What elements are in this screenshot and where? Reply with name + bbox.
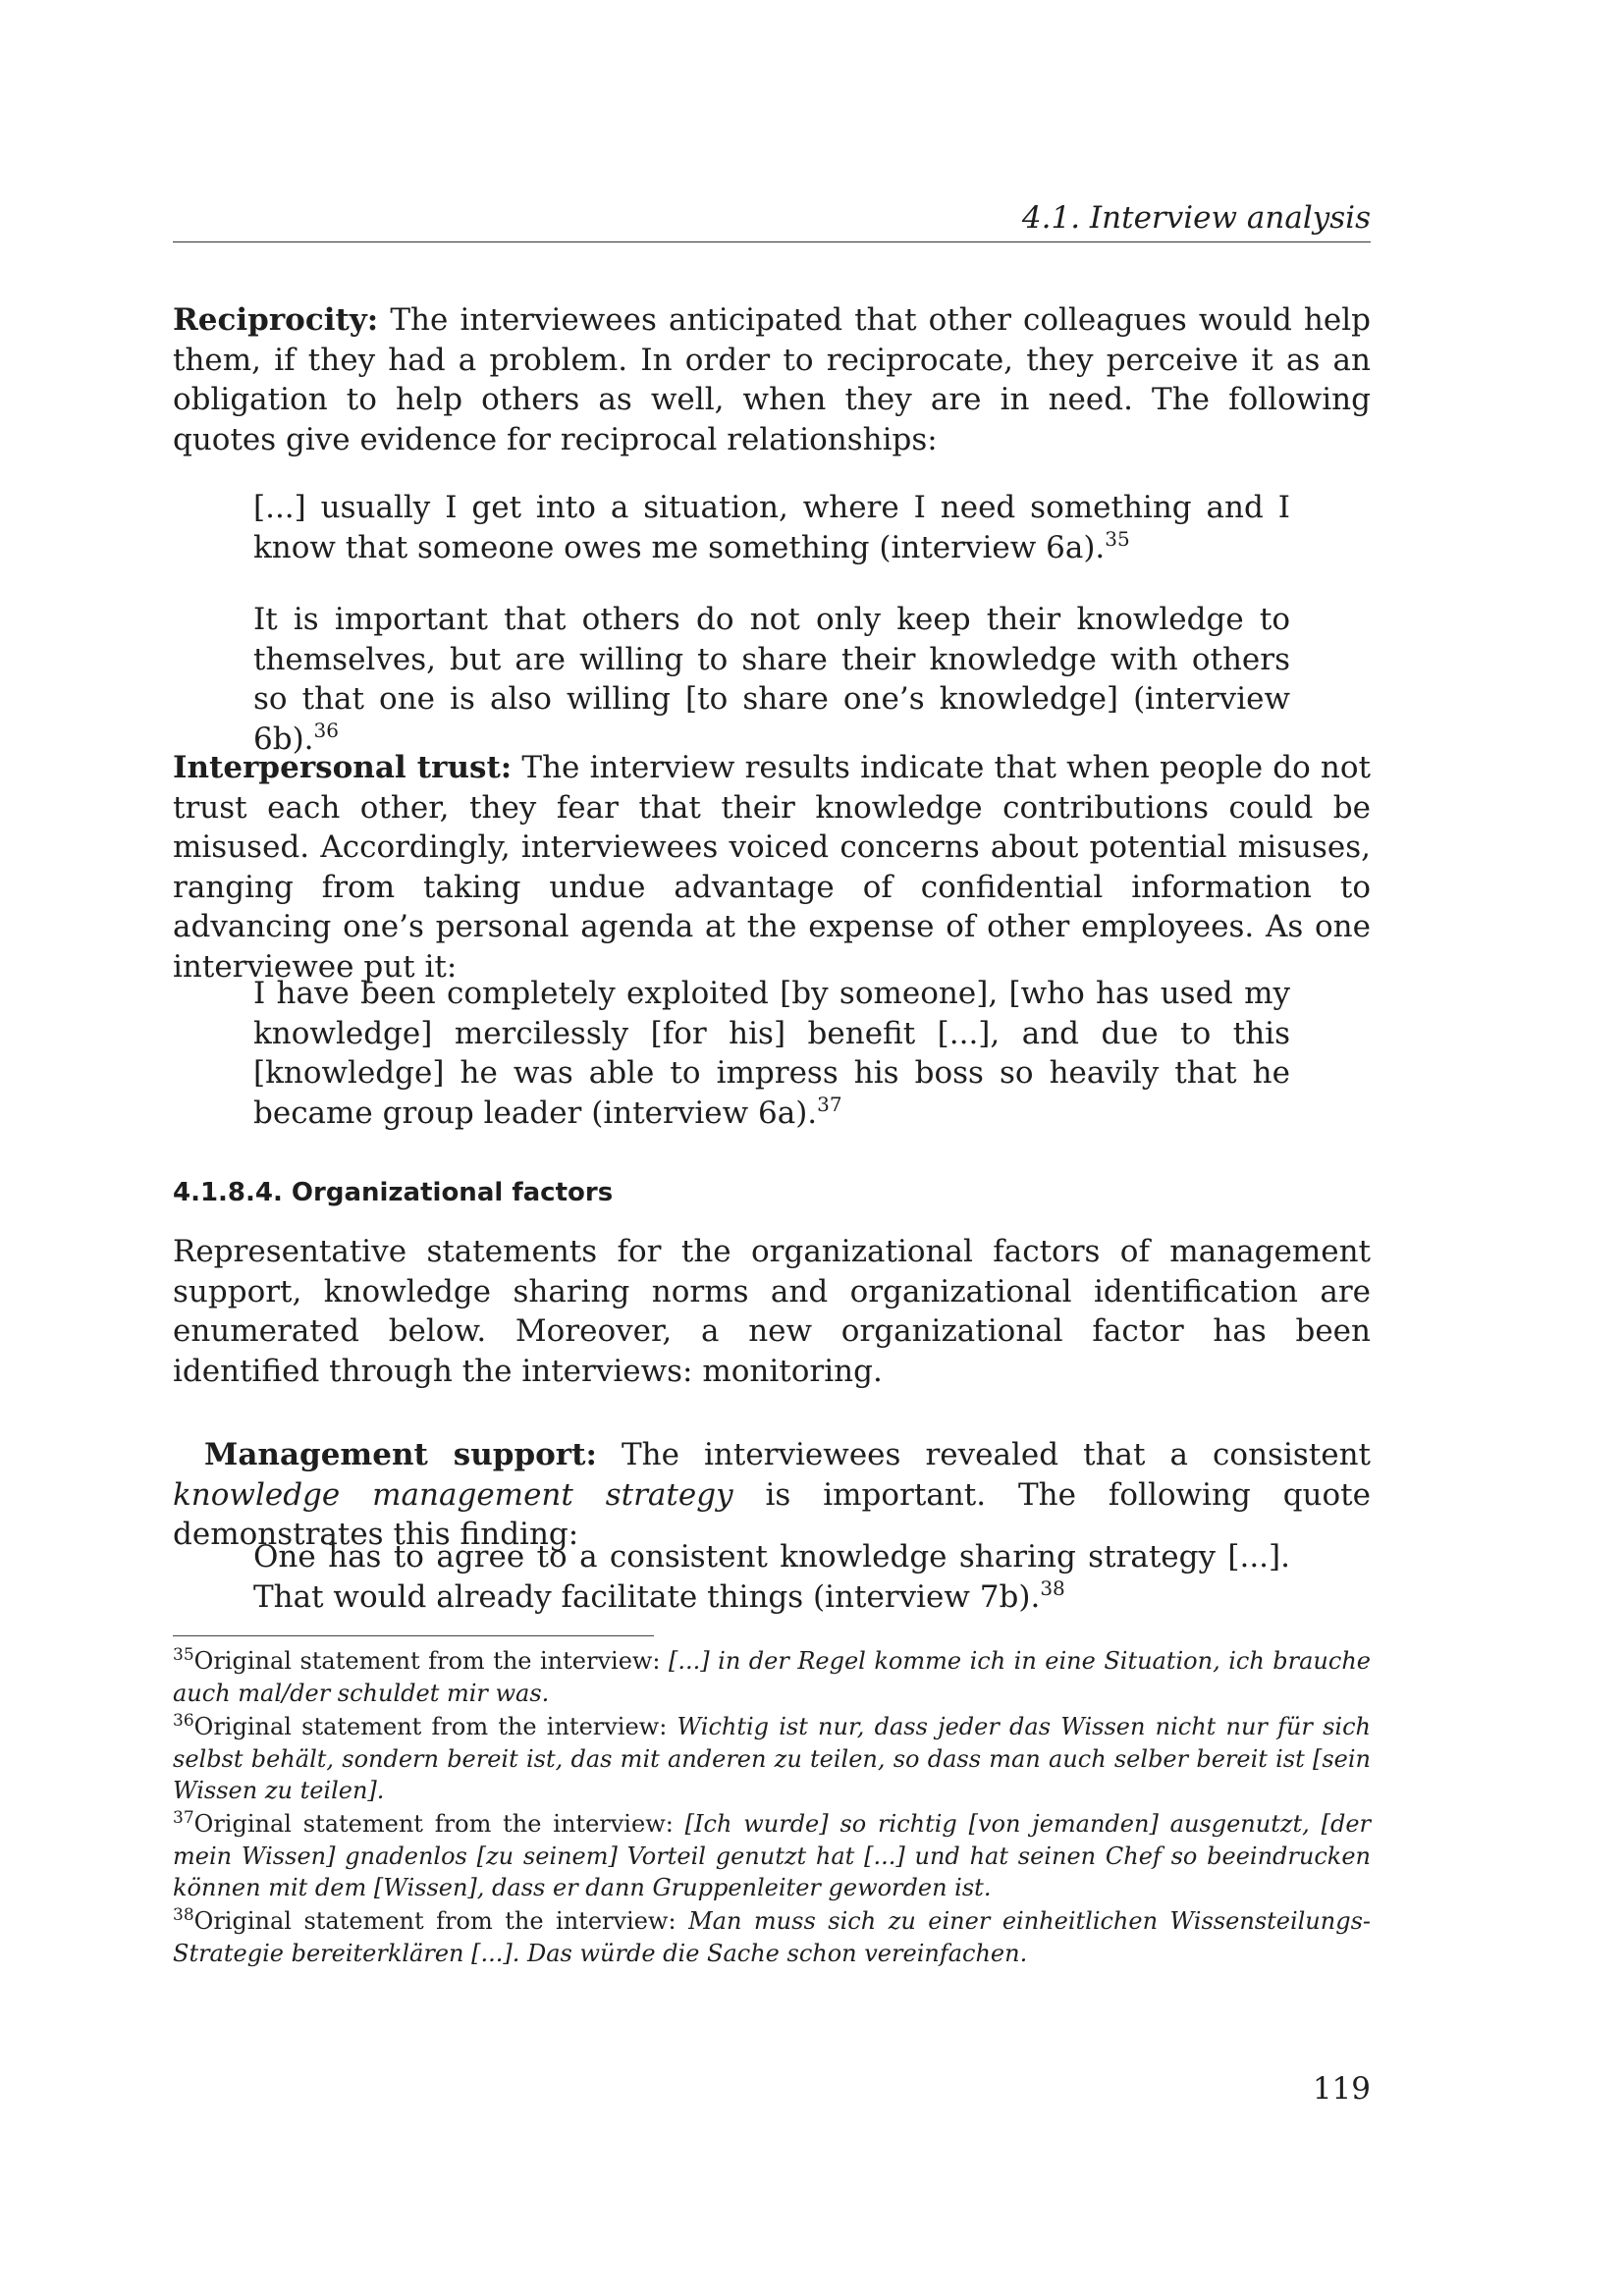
quote-2-text: It is important that others do not only keep their knowledge to themselves, but are willing to share their knowledge with others so that one is also willing [to share one’s knowledge] (interview 6b). <box>253 602 1290 757</box>
footnote-lead: Original statement from the interview: <box>193 1713 668 1740</box>
footnote-ref-38[interactable]: 38 <box>1040 1575 1065 1600</box>
footnote-number: 36 <box>173 1711 194 1731</box>
section-heading: 4.1.8.4. Organizational factors <box>173 1178 614 1207</box>
footnote-original: [...] in der Regel komme ich in eine Situation, ich brauche auch mal/der schuldet mir was. <box>173 1647 1371 1707</box>
footnote-number: 38 <box>173 1905 194 1925</box>
header-title: 4.1. Interview analysis <box>1021 200 1371 236</box>
management-text-b: is important. The following quote demonstrates this finding: <box>173 1476 1371 1552</box>
running-header <box>173 196 1371 242</box>
quote-1-text: [...] usually I get into a situation, where I need something and I know that someone owes me something (interview 6a). <box>253 490 1290 565</box>
footnote-original: [Ich wurde] so richtig [von jemanden] ausgenutzt, [der mein Wissen] gnadenlos [zu seinem] Vorteil genutzt hat [...] und hat seinen Chef so beeindrucken können mit dem [Wissen], dass er dann Gruppenleiter geworden ist. <box>173 1810 1371 1901</box>
footnote-35 <box>173 1645 1371 1709</box>
quote-1 <box>253 488 1290 567</box>
footnote-rule <box>173 1635 654 1636</box>
footnote-ref-35[interactable]: 35 <box>1105 526 1130 551</box>
reciprocity-label: Reciprocity: <box>173 302 379 338</box>
footnote-original: Man muss sich zu einer einheitlichen Wissensteilungs-Strategie bereiterklären [...]. Das würde die Sache schon vereinfachen. <box>173 1907 1371 1967</box>
footnote-ref-37[interactable]: 37 <box>817 1092 842 1116</box>
footnote-lead: Original statement from the interview: <box>193 1907 677 1935</box>
trust-text: The interview results indicate that when people do not trust each other, they fear that their knowledge contributions could be misused. Accordingly, interviewees voiced concerns about potential misuses, ranging from taking undue advantage of confidential information to advancing one’s personal agenda at the expense of other employees. As one interviewee put it: <box>173 750 1372 985</box>
footnote-number: 35 <box>173 1645 194 1665</box>
footnote-37 <box>173 1808 1371 1904</box>
quote-4 <box>253 1537 1290 1617</box>
footnote-36 <box>173 1711 1371 1807</box>
footnote-number: 37 <box>173 1808 194 1828</box>
reciprocity-text: The interviewees anticipated that other colleagues would help them, if they had a problem. In order to reciprocate, they perceive it as an obligation to help others as well, when they are in need. The following quotes give evidence for reciprocal relationships: <box>173 302 1372 457</box>
footnote-lead: Original statement from the interview: <box>193 1647 661 1675</box>
quote-4-text: One has to agree to a consistent knowledge sharing strategy [...]. That would already facilitate things (interview 7b). <box>253 1539 1290 1615</box>
footnote-lead: Original statement from the interview: <box>193 1810 674 1838</box>
trust-paragraph <box>173 748 1371 987</box>
footnote-38 <box>173 1905 1371 1969</box>
quote-2 <box>253 600 1290 759</box>
footnote-original: Wichtig ist nur, dass jeder das Wissen nicht nur für sich selbst behält, sondern bereit ist, das mit anderen zu teilen, so dass man auch selber bereit ist [sein Wissen zu teilen]. <box>173 1713 1371 1804</box>
management-text-a: The interviewees revealed that a consistent <box>621 1437 1371 1472</box>
quote-3-text: I have been completely exploited [by someone], [who has used my knowledge] mercilessly [for his] benefit [...], and due to this [knowledge] he was able to impress his boss so heavily that he became group leader (interview 6a). <box>253 976 1290 1131</box>
organizational-paragraph: Representative statements for the organizational factors of management support, knowledge sharing norms and organizational identification are enumerated below. Moreover, a new organizational factor has been identified through the interviews: monitoring. <box>173 1234 1371 1389</box>
reciprocity-paragraph <box>173 300 1371 459</box>
management-label: Management support: <box>204 1437 597 1472</box>
page-number: 119 <box>1312 2071 1371 2107</box>
trust-label: Interpersonal trust: <box>173 750 513 785</box>
management-emphasis: knowledge management strategy <box>173 1476 733 1513</box>
quote-3 <box>253 974 1290 1133</box>
footnote-ref-36[interactable]: 36 <box>313 718 339 742</box>
